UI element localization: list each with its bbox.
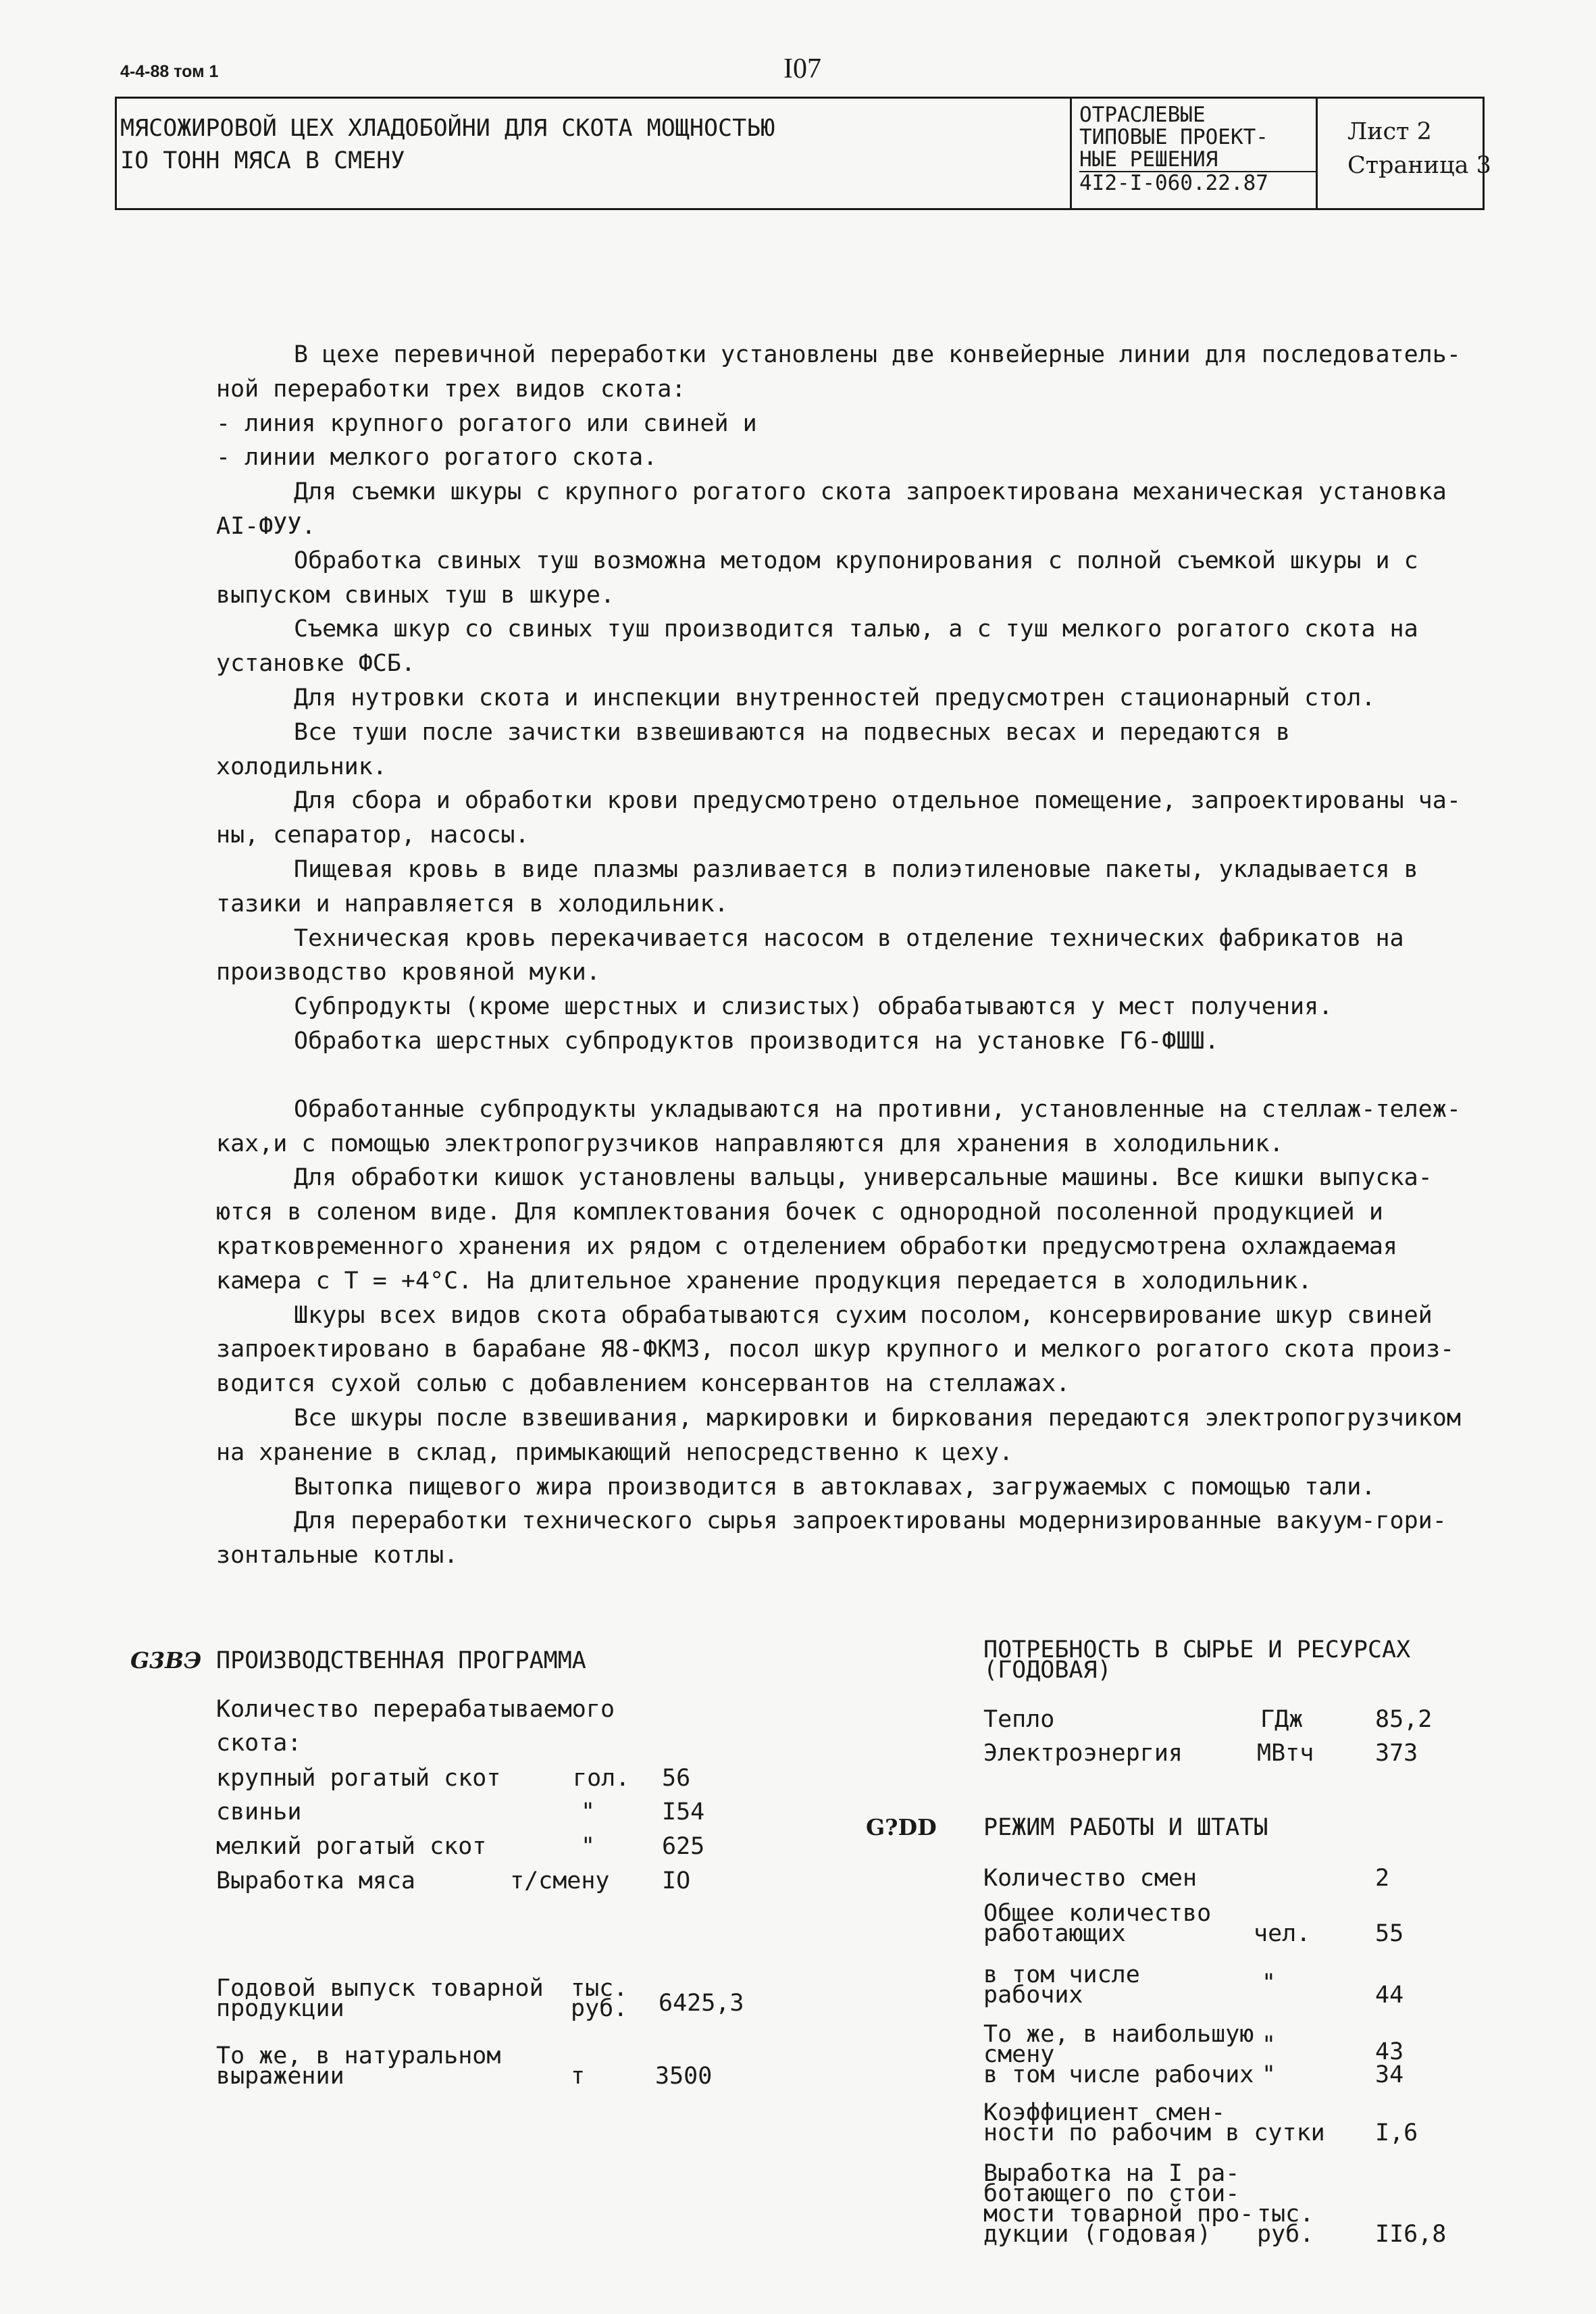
text-line: - линия крупного рогатого или свиней и <box>216 409 757 437</box>
text-line: на хранение в склад, примыкающий непосредственно к цеху. <box>216 1438 1014 1466</box>
table-cell-label: скота: <box>216 1730 302 1757</box>
text-line: Пищевая кровь в виде плазмы разливается в полиэтиленовые пакеты, укладывается в <box>294 855 1418 883</box>
text-line: Для съемки шкуры с крупного рогатого скота запроектирована механическая установка <box>294 478 1447 506</box>
document-code: 4-4-88 том 1 <box>120 62 219 81</box>
text-line: Шкуры всех видов скота обрабатываются сухим посолом, консервирование шкур свиней <box>294 1301 1433 1329</box>
table-cell-label: Электроэнергия <box>983 1740 1183 1767</box>
table-cell-label: Годовой выпуск товарной продукции <box>216 1975 544 2022</box>
table-cell-label: Выработка на I ра- ботающего по стои- мости товарной про- дукции (годовая) <box>983 2160 1254 2248</box>
table-cell-value: 56 <box>662 1765 691 1792</box>
text-line: Обработка свиных туш возможна методом крупонирования с полной съемкой шкуры и с <box>294 547 1418 574</box>
main-text <box>216 338 1466 1573</box>
text-line: производство кровяной муки. <box>216 959 600 986</box>
text-line: Для сбора и обработки крови предусмотрено отдельное помещение, запроектированы ча- <box>294 787 1461 815</box>
table-cell-unit: ГДж <box>1260 1706 1304 1733</box>
series-block <box>1079 104 1316 195</box>
text-line: AI-ФУУ. <box>216 512 316 540</box>
text-line: ках,и с помощью электропогрузчиков направляются для хранения в холодильник. <box>216 1130 1284 1157</box>
table-cell-label: Тепло <box>983 1706 1055 1733</box>
text-line: Съемка шкур со свиных туш производится талью, а с туш мелкого рогатого скота на <box>294 615 1418 643</box>
text-line: - линии мелкого рогатого скота. <box>216 444 658 472</box>
table-cell-label: Коэффициент смен- ности по рабочим в сутки <box>983 2099 1325 2146</box>
document-title-line: МЯСОЖИРОВОЙ ЦЕХ ХЛАДОБОЙНИ ДЛЯ СКОТА МОЩНОСТЬЮ <box>120 115 775 142</box>
table-cell-unit: " <box>581 1799 596 1826</box>
text-line: ны, сепаратор, насосы. <box>216 822 530 849</box>
text-line: ются в соленом виде. Для комплектования бочек с однородной посоленной продукцией и <box>216 1199 1383 1226</box>
work-mode-table <box>983 1865 1470 2248</box>
table-cell-unit: гол. <box>573 1765 630 1792</box>
document-title-line: IO ТОНН МЯСА В СМЕНУ <box>120 147 405 174</box>
text-line: Обработанные субпродукты укладываются на противни, установленные на стеллаж-тележ- <box>294 1095 1461 1123</box>
table-cell-value: I54 <box>662 1799 705 1826</box>
text-line: В цехе перевичной переработки установлены две конвейерные линии для последователь- <box>294 341 1461 368</box>
handwritten-stamp: G3ВЭ <box>130 1647 202 1674</box>
series-code: 4I2-I-060.22.87 <box>1079 171 1316 195</box>
text-line: Для переработки технического сырья запроектированы модернизированные вакуум-гори- <box>294 1507 1447 1535</box>
table-cell-label: То же, в наибольшую смену <box>983 2021 1254 2068</box>
table-cell-label: крупный рогатый скот <box>216 1765 501 1792</box>
page-info: Страница 3 <box>1347 152 1491 179</box>
text-line: Вытопка пищевого жира производится в автоклавах, загружаемых с помощью тали. <box>294 1473 1376 1501</box>
handwritten-stamp: G?DD <box>866 1814 937 1840</box>
table-cell-unit: тыс. руб. <box>1257 2200 1314 2248</box>
text-line: камера с Т = +4°С. На длительное хранение продукция передается в холодильник. <box>216 1267 1312 1294</box>
text-line: Для обработки кишок установлены вальцы, универсальные машины. Все кишки выпуска- <box>294 1164 1433 1192</box>
table-cell-label: Количество смен <box>983 1865 1198 1892</box>
series-line: ТИПОВЫЕ ПРОЕКТ- <box>1079 125 1268 149</box>
table-cell-unit: " <box>581 1833 596 1860</box>
table-cell-label: Выработка мяса <box>216 1867 416 1894</box>
table-cell-unit: чел. <box>1254 1920 1311 1947</box>
text-line: запроектировано в барабане Я8-ФКМЗ, посол шкур крупного и мелкого рогатого скота произ- <box>216 1336 1455 1363</box>
table-cell-unit: " <box>1262 2061 1277 2088</box>
table-cell-label: свиньи <box>216 1799 302 1826</box>
table-cell-label: Количество перерабатываемого <box>216 1696 615 1723</box>
table-cell-value: 3500 <box>655 2063 713 2090</box>
document-title <box>120 112 1052 177</box>
production-program-table <box>216 1696 756 2169</box>
table-cell-value: 85,2 <box>1375 1706 1433 1733</box>
table-cell-unit: " <box>1262 1969 1277 1996</box>
table-cell-unit: " <box>1262 2032 1277 2059</box>
table-cell-value: 2 <box>1375 1865 1390 1892</box>
table-cell-unit: МВтч <box>1257 1740 1314 1767</box>
text-line: установке ФСБ. <box>216 650 416 678</box>
text-line: тазики и направляется в холодильник. <box>216 890 729 917</box>
sheet-number: Лист 2 <box>1347 118 1432 145</box>
series-line: ОТРАСЛЕВЫЕ <box>1079 103 1206 127</box>
table-cell-value: 43 <box>1375 2038 1404 2065</box>
table-cell-unit: т <box>571 2063 586 2090</box>
table-cell-value: 6425,3 <box>659 1990 744 2017</box>
text-line: водится сухой солью с добавлением консервантов на стеллажах. <box>216 1370 1071 1398</box>
table-cell-label: в том числе рабочих <box>983 2061 1254 2088</box>
table-cell-unit: т/смену <box>510 1867 610 1894</box>
sheet-info <box>1347 115 1491 182</box>
table-cell-unit: тыс. руб. <box>571 1975 628 2022</box>
table-cell-value: 625 <box>662 1833 705 1860</box>
resources-title-line: (ГОДОВАЯ) <box>983 1657 1112 1684</box>
resources-title-line: ПОТРЕБНОСТЬ В СЫРЬЕ И РЕСУРСАХ <box>983 1636 1411 1663</box>
work-mode-title: РЕЖИМ РАБОТЫ И ШТАТЫ <box>983 1814 1268 1841</box>
page-number: I07 <box>783 53 821 84</box>
text-line: кратковременного хранения их рядом с отделением обработки предусмотрена охлаждаемая <box>216 1232 1397 1260</box>
text-line: Для нутровки скота и инспекции внутренностей предусмотрен стационарный стол. <box>294 684 1376 711</box>
text-line: зонтальные котлы. <box>216 1542 459 1569</box>
text-line: Все шкуры после взвешивания, маркировки и биркования передаются электропогрузчиком <box>294 1404 1461 1432</box>
text-line: Техническая кровь перекачивается насосом в отделение технических фабрикатов на <box>294 924 1404 952</box>
table-cell-label: в том числе рабочих <box>983 1961 1140 2009</box>
title-block-divider <box>1316 99 1318 208</box>
text-line: Обработка шерстных субпродуктов производится на установке Г6-ФШШ. <box>294 1027 1219 1055</box>
table-cell-value: 34 <box>1375 2061 1404 2088</box>
text-line: выпуском свиных туш в шкуре. <box>216 581 615 609</box>
table-cell-label: мелкий рогатый скот <box>216 1833 487 1860</box>
table-cell-value: 373 <box>1375 1740 1418 1767</box>
table-cell-label: Общее количество работающих <box>983 1900 1212 1947</box>
text-line: ной переработки трех видов скота: <box>216 375 686 403</box>
table-cell-value: 55 <box>1375 1920 1404 1947</box>
table-cell-value: I,6 <box>1375 2119 1418 2146</box>
series-line: НЫЕ РЕШЕНИЯ <box>1079 147 1218 172</box>
title-block-divider <box>1070 99 1072 208</box>
table-cell-value: 44 <box>1375 1982 1404 2009</box>
text-line: Субпродукты (кроме шерстных и слизистых) обрабатываются у мест получения. <box>294 993 1333 1021</box>
production-program-title: ПРОИЗВОДСТВЕННАЯ ПРОГРАММА <box>216 1647 586 1674</box>
table-cell-value: IO <box>662 1867 691 1894</box>
text-line: Все туши после зачистки взвешиваются на подвесных весах и передаются в холодильник. <box>216 718 1291 780</box>
table-cell-value: II6,8 <box>1375 2221 1447 2248</box>
resources-table <box>983 1706 1470 1780</box>
table-cell-label: То же, в натуральном выражении <box>216 2042 501 2090</box>
resources-title <box>983 1636 1470 1684</box>
